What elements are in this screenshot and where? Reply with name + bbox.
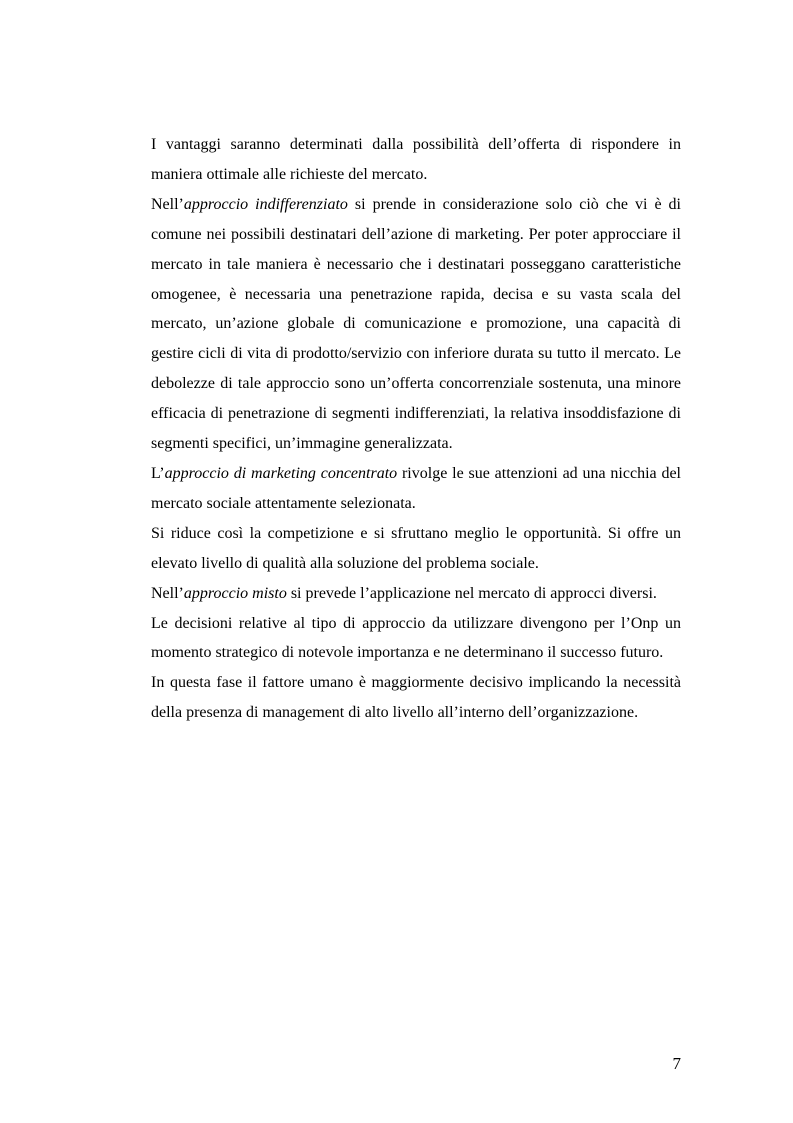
paragraph-text: si prevede l’applicazione nel mercato di approcci diversi. (286, 584, 657, 602)
paragraph-text: si prende in considerazione solo ciò che vi è di comune nei possibili destinatari dell’azione di marketing. Per poter approcciare il mercato in tale maniera è necessario che i destinatari posseggano caratteristiche omogenee, è necessaria una penetrazione rapida, decisa e su vasta scala del mercato, un’azione globale di comunicazione e promozione, una capacità di gestire cicli di vita di prodotto/servizio con inferiore durata su tutto il mercato. Le debolezze di tale approccio sono un’offerta concorrenziale sostenuta, una minore efficacia di penetrazione di segmenti indifferenziati, la relativa insoddisfazione di segmenti specifici, un’immagine generalizzata. (151, 195, 682, 453)
italic-term: approccio indifferenziato (183, 195, 348, 213)
paragraph-text: Si riduce così la competizione e si sfruttano meglio le opportunità. Si offre un elevato livello di qualità alla soluzione del problema sociale. (151, 524, 681, 572)
page-number: 7 (672, 1054, 681, 1073)
italic-term: approccio di marketing concentrato (164, 464, 398, 482)
paragraph-text: In questa fase il fattore umano è maggiormente decisivo implicando la necessità della presenza di management di alto livello all’interno dell’organizzazione. (151, 674, 681, 722)
paragraph-approccio-indifferenziato (151, 190, 681, 459)
paragraph-text: rivolge le sue attenzioni ad una nicchia del mercato sociale attentamente selezionata. (151, 464, 681, 512)
paragraph-text: I vantaggi saranno determinati dalla possibilità dell’offerta di rispondere in maniera ottimale alle richieste del mercato. (151, 136, 681, 183)
paragraph-lead: Nell’ (151, 195, 184, 213)
paragraph-vantaggi (151, 130, 681, 190)
paragraph-decisioni (151, 609, 681, 669)
paragraph-lead: Nell’ (151, 584, 184, 602)
italic-term: approccio misto (183, 584, 287, 602)
paragraph-competizione (151, 519, 681, 579)
paragraph-text: Le decisioni relative al tipo di approccio da utilizzare divengono per l’Onp un momento strategico di notevole importanza e ne determinano il successo futuro. (151, 614, 681, 662)
body-text (151, 130, 681, 728)
paragraph-lead: L’ (151, 464, 165, 482)
paragraph-fattore-umano (151, 668, 681, 728)
paragraph-approccio-concentrato (151, 459, 681, 519)
paragraph-approccio-misto (151, 579, 681, 609)
